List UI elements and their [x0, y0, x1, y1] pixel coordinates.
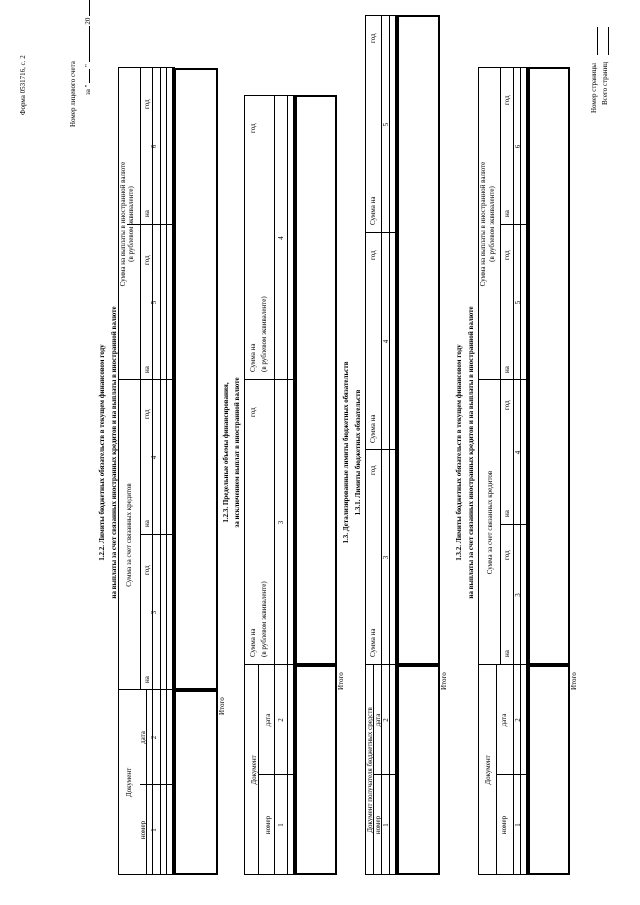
foreign-header: Сумма на выплаты в иностранной валюте — [119, 161, 127, 287]
num-3: 3 — [514, 593, 522, 597]
col6-year: год — [503, 95, 511, 105]
data-block-right — [295, 95, 337, 665]
total-label: Итого — [440, 672, 448, 690]
data-block-right — [528, 67, 570, 665]
num-4: 4 — [277, 236, 285, 240]
num-3: 3 — [277, 520, 285, 525]
num-5: 5 — [150, 300, 158, 305]
section-1-3-1-title: 1.3.1. Лимиты бюджетных обязательств — [354, 389, 362, 516]
col-number: номер — [500, 815, 508, 835]
data-block-left — [295, 665, 337, 875]
col6-year: год — [143, 99, 151, 109]
col3-sum-on: Сумма на — [369, 628, 377, 657]
col4-on: на — [503, 510, 511, 517]
num-6: 6 — [150, 144, 158, 149]
section-1-2-2-title: 1.2.2. Лимиты бюджетных обязательств в текущем финансовом году — [98, 344, 106, 561]
section-1-3-title: 1.3. Детализированные лимиты бюджетных обязательств — [342, 361, 350, 544]
data-block-left — [528, 665, 570, 875]
num-2: 2 — [277, 718, 285, 722]
col4-on: на — [143, 520, 151, 527]
section-1-2-3-subtitle: за исключением выплат в иностранной валюте — [233, 377, 241, 528]
total-pages-label: Всего страниц — [601, 61, 609, 105]
col4-sum-on: Сумма на — [249, 343, 257, 372]
num-3: 3 — [150, 610, 158, 615]
num-6: 6 — [514, 144, 522, 149]
num-3: 3 — [382, 555, 390, 560]
num-4: 4 — [382, 339, 390, 344]
foreign-header: Сумма на выплаты в иностранной валюте — [479, 161, 487, 287]
col3-year: год — [143, 565, 151, 575]
num-5: 5 — [514, 300, 522, 305]
col-date: дата — [374, 713, 382, 727]
section-1-3-2-subtitle: на выплаты за счет связанных иностранных кредитов и на выплаты в иностранной валюте — [467, 306, 475, 599]
col-number: номер — [374, 815, 382, 835]
col4-rub-note: (в рублевом эквиваленте) — [260, 296, 268, 372]
col5-year: год — [503, 250, 511, 260]
foreign-rub-note: (в рублевом эквиваленте) — [488, 186, 496, 262]
total-label: Итого — [570, 672, 578, 690]
section-1-2-2-subtitle: на выплаты за счет связанных иностранных кредитов и на выплаты в иностранной валюте — [110, 306, 118, 599]
section-1-2-3-title: 1.2.3. Предельные объемы финансирования, — [222, 382, 230, 523]
col3-on: на — [503, 650, 511, 657]
num-1: 1 — [150, 828, 158, 832]
num-4: 4 — [514, 450, 522, 455]
num-2: 2 — [382, 718, 390, 722]
col3-on: на — [143, 676, 151, 683]
col-date: дата — [139, 731, 147, 744]
doc-group-header: Документ — [125, 767, 133, 798]
doc-group-header: Документ — [250, 755, 258, 785]
data-block-right — [397, 15, 440, 665]
col-number: номер — [139, 820, 147, 840]
col3-rub-note: (в рублевом эквиваленте) — [260, 581, 268, 657]
col3-year: год — [503, 550, 511, 560]
data-block-right — [174, 68, 218, 690]
col5-on: на — [503, 366, 511, 373]
section-1-3-2-title: 1.3.2. Лимиты бюджетных обязательств в текущем финансовом году — [455, 344, 463, 561]
num-5: 5 — [382, 122, 390, 127]
num-1: 1 — [277, 823, 285, 827]
col-date: дата — [264, 713, 272, 727]
col6-on: на — [503, 210, 511, 217]
page-number-label: Номер страницы — [590, 62, 598, 113]
form-number: Форма 0531716, с. 2 — [19, 55, 27, 115]
num-4: 4 — [150, 455, 158, 460]
col5-year: год — [369, 33, 377, 43]
foreign-rub-note: (в рублевом эквиваленте) — [127, 186, 135, 262]
num-2: 2 — [514, 718, 522, 722]
date-line: за " " 20 — [84, 0, 92, 95]
credits-header: Сумма за счет связанных кредитов — [125, 483, 133, 587]
col3-sum-on: Сумма на — [249, 628, 257, 657]
doc-group-header: Документ — [484, 755, 492, 785]
num-2: 2 — [150, 735, 158, 740]
credits-header: Сумма за счет связанных кредитов — [486, 470, 494, 575]
col-date: дата — [500, 713, 508, 727]
col3-year: год — [249, 407, 257, 417]
data-block-left — [174, 690, 218, 875]
col-number: номер — [264, 815, 272, 835]
col4-year: год — [143, 409, 151, 419]
col5-sum-on: Сумма на — [369, 196, 377, 225]
col4-year: год — [369, 250, 377, 260]
num-1: 1 — [514, 823, 522, 827]
account-number-label: Номер лицевого счета — [69, 61, 77, 127]
col6-on: на — [143, 210, 151, 217]
col5-year: год — [143, 255, 151, 265]
total-label: Итого — [337, 672, 345, 690]
col5-on: на — [143, 366, 151, 373]
col4-year: год — [503, 400, 511, 410]
num-1: 1 — [382, 823, 390, 827]
recipient-doc-header: Документ получателя бюджетных средств — [366, 707, 374, 833]
total-label: Итого — [218, 697, 226, 715]
data-block-left — [397, 665, 440, 875]
col3-year: год — [369, 465, 377, 475]
col4-sum-on: Сумма на — [369, 414, 377, 443]
col4-year: год — [249, 123, 257, 133]
